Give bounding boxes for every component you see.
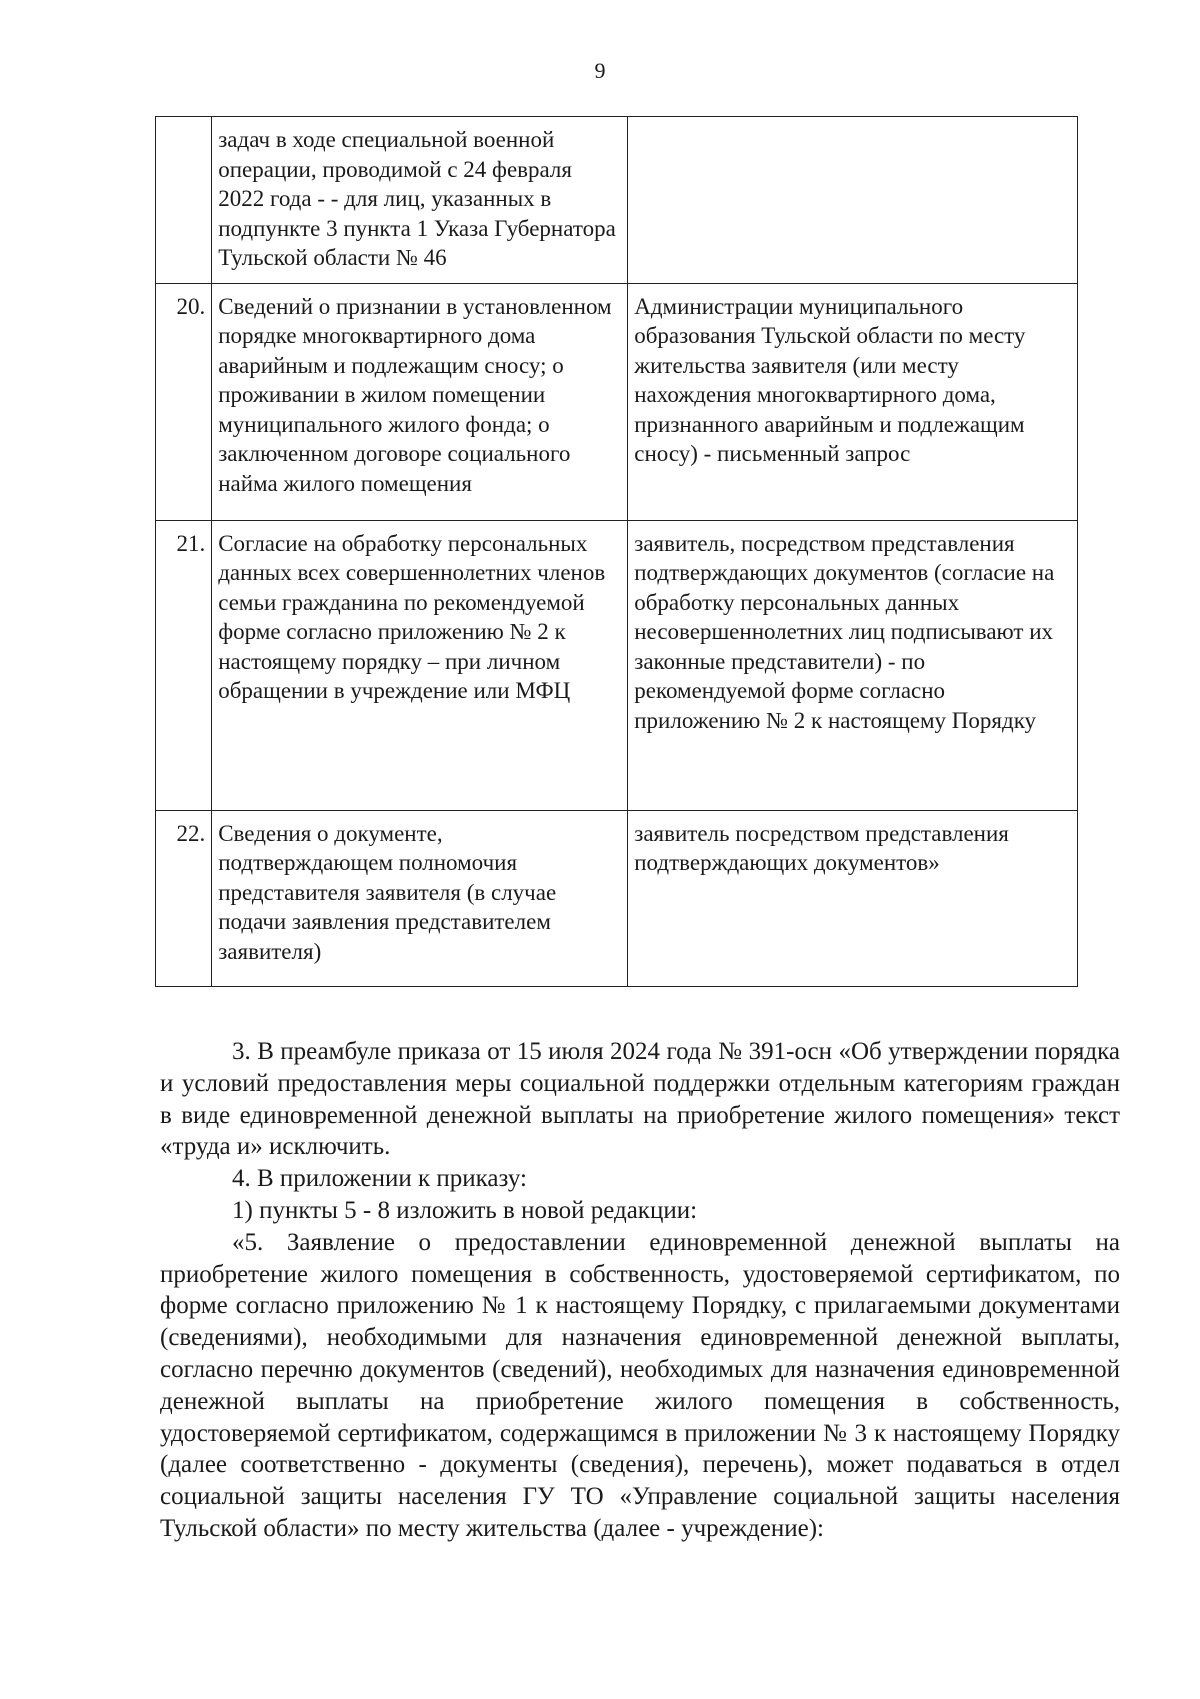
document-source-cell xyxy=(628,117,1078,284)
row-number: 20. xyxy=(156,283,212,520)
table-row xyxy=(156,117,1078,284)
paragraph-item-3: 3. В преамбуле приказа от 15 июля 2024 года № 391-осн «Об утверждении порядка и условий предоставления меры социальной поддержки отдельным категориям граждан в виде единовременной денежной выплаты на приобретение жилого помещения» текст «труда и» исключить. xyxy=(160,1038,1120,1161)
table-row xyxy=(156,520,1078,810)
document-name-cell: задач в ходе специальной военной операции, проводимой с 24 февраля 2022 года - - для лиц, указанных в подпункте 3 пункта 1 Указа Губернатора Тульской области № 46 xyxy=(212,117,628,284)
document-source-cell: заявитель посредством представления подтверждающих документов» xyxy=(628,810,1078,986)
body-text xyxy=(160,1036,1120,1545)
paragraph-item-4: 4. В приложении к приказу: xyxy=(232,1165,527,1193)
page-number: 9 xyxy=(594,58,606,83)
row-number xyxy=(156,117,212,284)
document-name-cell: Сведений о признании в установленном порядке многоквартирного дома аварийным и подлежащим сносу; о проживании в жилом помещении муниципального жилого фонда; о заключенном договоре социального найма жилого помещения xyxy=(212,283,628,520)
table-row xyxy=(156,810,1078,986)
document-name-cell: Сведения о документе, подтверждающем полномочия представителя заявителя (в случае подачи заявления представителем заявителя) xyxy=(212,810,628,986)
paragraph-point-5: «5. Заявление о предоставлении единовременной денежной выплаты на приобретение жилого помещения в собственность, удостоверяемой сертификатом, по форме согласно приложению № 1 к настоящему Порядку, с прилагаемыми документами (сведениями), необходимыми для назначения единовременной денежной выплаты, согласно перечню документов (сведений), необходимых для назначения единовременной денежной выплаты на приобретение жилого помещения в собственность, удостоверяемой сертификатом, содержащимся в приложении № 3 к настоящему Порядку (далее соответственно - документы (сведения), перечень), может подаваться в отдел социальной защиты населения ГУ ТО «Управление социальной защиты населения Тульской области» по месту жительства (далее - учреждение): xyxy=(160,1228,1120,1542)
document-source-cell: заявитель, посредством представления подтверждающих документов (согласие на обработку персональных данных несовершеннолетних лиц подписывают их законные представители) - по рекомендуемой форме согласно приложению № 2 к настоящему Порядку xyxy=(628,520,1078,810)
document-name-cell: Согласие на обработку персональных данных всех совершеннолетних членов семьи гражданина по рекомендуемой форме согласно приложению № 2 к настоящему порядку – при личном обращении в учреждение или МФЦ xyxy=(212,520,628,810)
row-number: 21. xyxy=(156,520,212,810)
table-row xyxy=(156,283,1078,520)
documents-table xyxy=(155,116,1078,987)
document-source-cell: Администрации муниципального образования Тульской области по месту жительства заявителя (или месту нахождения многоквартирного дома, признанного аварийным и подлежащим сносу) - письменный запрос xyxy=(628,283,1078,520)
paragraph-subitem-1: 1) пункты 5 - 8 изложить в новой редакции: xyxy=(232,1196,698,1224)
row-number: 22. xyxy=(156,810,212,986)
